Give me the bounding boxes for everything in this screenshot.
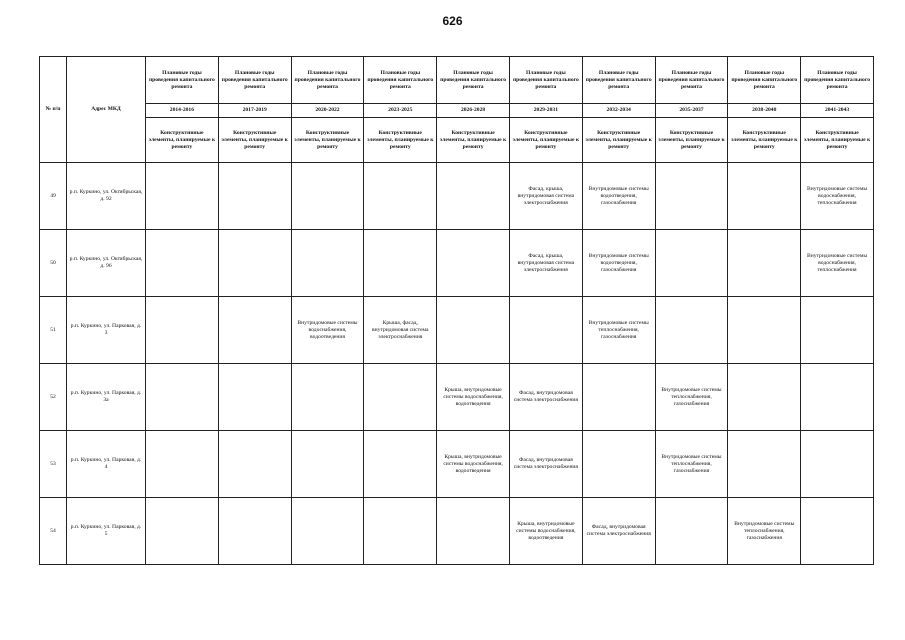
elements-subheader: Конструктивные элементы, планируемые к ремонту <box>218 118 291 163</box>
repair-cell <box>146 163 219 230</box>
elements-subheader: Конструктивные элементы, планируемые к ремонту <box>146 118 219 163</box>
repair-cell <box>655 163 728 230</box>
capital-repair-table <box>39 56 874 565</box>
repair-cell <box>437 230 510 297</box>
header-planned-years: Плановые годы проведения капитального ремонта <box>291 57 364 104</box>
table-row <box>40 431 874 498</box>
header-address: Адрес МКД <box>67 57 146 163</box>
repair-cell <box>728 364 801 431</box>
row-address: р.п. Куркино, ул. Парковая, д. 4 <box>67 431 146 498</box>
period-header: 2038-2040 <box>728 104 801 118</box>
period-header: 2032-2034 <box>582 104 655 118</box>
elements-subheader: Конструктивные элементы, планируемые к ремонту <box>655 118 728 163</box>
repair-cell <box>146 297 219 364</box>
page-number: 626 <box>442 14 463 28</box>
row-number: 53 <box>40 431 67 498</box>
table-row <box>40 297 874 364</box>
header-num: № п/п <box>40 57 67 163</box>
repair-cell: Внутридомовые системы водоснабжения, теплоснабжения <box>801 163 874 230</box>
repair-cell <box>364 498 437 565</box>
repair-cell: Внутридомовые системы теплоснабжения, газоснабжения <box>728 498 801 565</box>
repair-cell <box>728 297 801 364</box>
row-number: 50 <box>40 230 67 297</box>
repair-cell <box>655 498 728 565</box>
table-row <box>40 364 874 431</box>
repair-cell: Фасад, внутридомовая система электроснабжения <box>582 498 655 565</box>
row-address: р.п. Куркино, ул. Октябрьская, д. 92 <box>67 163 146 230</box>
repair-cell: Крыша, внутридомовые системы водоснабжения, водоотведения <box>437 431 510 498</box>
repair-cell: Фасад, крыша, внутридомовая система электроснабжения <box>509 230 582 297</box>
repair-cell: Внутридомовые системы водоснабжения, теплоснабжения <box>801 230 874 297</box>
repair-cell <box>364 431 437 498</box>
row-number: 52 <box>40 364 67 431</box>
repair-cell <box>364 230 437 297</box>
header-planned-years: Плановые годы проведения капитального ремонта <box>509 57 582 104</box>
repair-cell <box>801 364 874 431</box>
repair-cell: Крыша, фасад, внутридомовая система электроснабжения <box>364 297 437 364</box>
repair-cell: Внутридомовые системы теплоснабжения, газоснабжения <box>582 297 655 364</box>
repair-cell <box>801 297 874 364</box>
header-planned-years: Плановые годы проведения капитального ремонта <box>655 57 728 104</box>
repair-cell <box>364 163 437 230</box>
elements-subheader: Конструктивные элементы, планируемые к ремонту <box>291 118 364 163</box>
row-number: 51 <box>40 297 67 364</box>
repair-cell: Внутридомовые системы водоотведения, газоснабжения <box>582 163 655 230</box>
repair-cell <box>437 297 510 364</box>
elements-subheader: Конструктивные элементы, планируемые к ремонту <box>801 118 874 163</box>
repair-cell: Крыша, внутридомовые системы водоснабжения, водоотведения <box>437 364 510 431</box>
period-header: 2026-2028 <box>437 104 510 118</box>
row-number: 49 <box>40 163 67 230</box>
repair-cell <box>291 498 364 565</box>
repair-cell: Внутридомовые системы водоснабжения, водоотведения <box>291 297 364 364</box>
repair-cell <box>582 364 655 431</box>
elements-subheader: Конструктивные элементы, планируемые к ремонту <box>509 118 582 163</box>
repair-cell: Фасад, внутридомовая система электроснабжения <box>509 431 582 498</box>
repair-cell: Крыша, внутридомовые системы водоснабжения, водоотведения <box>509 498 582 565</box>
header-planned-years: Плановые годы проведения капитального ремонта <box>218 57 291 104</box>
repair-cell: Внутридомовые системы теплоснабжения, газоснабжения <box>655 364 728 431</box>
header-planned-years: Плановые годы проведения капитального ремонта <box>801 57 874 104</box>
period-header: 2041-2043 <box>801 104 874 118</box>
repair-cell <box>218 498 291 565</box>
header-planned-years: Плановые годы проведения капитального ремонта <box>146 57 219 104</box>
repair-cell <box>291 364 364 431</box>
header-planned-years: Плановые годы проведения капитального ремонта <box>582 57 655 104</box>
row-number: 54 <box>40 498 67 565</box>
repair-cell <box>509 297 582 364</box>
repair-cell <box>291 230 364 297</box>
repair-cell <box>364 364 437 431</box>
repair-cell <box>801 498 874 565</box>
repair-cell <box>437 498 510 565</box>
repair-cell <box>801 431 874 498</box>
table-row <box>40 230 874 297</box>
period-header: 2014-2016 <box>146 104 219 118</box>
row-address: р.п. Куркино, ул. Парковая, д. 3 <box>67 297 146 364</box>
elements-subheader: Конструктивные элементы, планируемые к ремонту <box>364 118 437 163</box>
repair-cell <box>728 431 801 498</box>
repair-cell: Внутридомовые системы водоотведения, газоснабжения <box>582 230 655 297</box>
repair-cell <box>146 364 219 431</box>
elements-subheader: Конструктивные элементы, планируемые к ремонту <box>728 118 801 163</box>
repair-cell <box>218 163 291 230</box>
repair-cell <box>146 498 219 565</box>
repair-cell <box>291 431 364 498</box>
repair-cell <box>218 230 291 297</box>
header-planned-years: Плановые годы проведения капитального ремонта <box>437 57 510 104</box>
repair-cell: Фасад, внутридомовая система электроснабжения <box>509 364 582 431</box>
repair-cell: Фасад, крыша, внутридомовая система электроснабжения <box>509 163 582 230</box>
repair-cell <box>437 163 510 230</box>
header-planned-years: Плановые годы проведения капитального ремонта <box>364 57 437 104</box>
repair-cell <box>582 431 655 498</box>
elements-subheader: Конструктивные элементы, планируемые к ремонту <box>582 118 655 163</box>
repair-cell <box>655 230 728 297</box>
row-address: р.п. Куркино, ул. Октябрьская, д. 96 <box>67 230 146 297</box>
repair-cell <box>146 230 219 297</box>
repair-cell: Внутридомовые системы теплоснабжения, газоснабжения <box>655 431 728 498</box>
header-planned-years: Плановые годы проведения капитального ремонта <box>728 57 801 104</box>
period-header: 2035-2037 <box>655 104 728 118</box>
repair-cell <box>655 297 728 364</box>
period-header: 2029-2031 <box>509 104 582 118</box>
repair-cell <box>218 364 291 431</box>
repair-cell <box>218 297 291 364</box>
period-header: 2020-2022 <box>291 104 364 118</box>
repair-cell <box>291 163 364 230</box>
repair-cell <box>728 230 801 297</box>
elements-subheader: Конструктивные элементы, планируемые к ремонту <box>437 118 510 163</box>
table-row <box>40 163 874 230</box>
table-row <box>40 498 874 565</box>
repair-cell <box>728 163 801 230</box>
repair-cell <box>218 431 291 498</box>
repair-cell <box>146 431 219 498</box>
row-address: р.п. Куркино, ул. Парковая, д. 5 <box>67 498 146 565</box>
period-header: 2017-2019 <box>218 104 291 118</box>
row-address: р.п. Куркино, ул. Парковая, д. 3а <box>67 364 146 431</box>
period-header: 2023-2025 <box>364 104 437 118</box>
